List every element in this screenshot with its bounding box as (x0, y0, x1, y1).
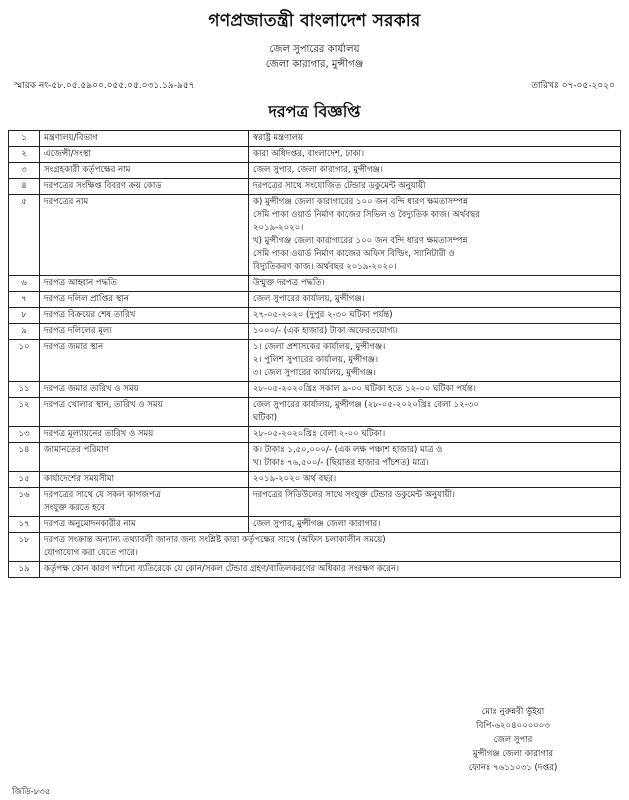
row-label: দরপত্র দলিল প্রাপ্তির স্থান (40, 292, 249, 308)
table-row (9, 398, 621, 427)
table-row (9, 562, 621, 578)
value-line: জেল সুপারের কার্যালয়, মুন্সীগঞ্জ (২৮-০৫-২০২০খ্রিঃ বেলা ১২-৩০ (253, 400, 479, 410)
row-label: দরপত্র অনুমোদনকারীর নাম (40, 517, 249, 533)
table-row (9, 292, 621, 308)
row-label: জামানতের পরিমাণ (40, 443, 249, 472)
reference-line (8, 78, 621, 93)
value-line: ২। পুলিশ সুপারের কার্যালয়, মুন্সীগঞ্জ। (253, 355, 379, 365)
signatory-designation: জেল সুপার (493, 735, 533, 745)
government-title: গণপ্রজাতন্ত্রী বাংলাদেশ সরকার (208, 11, 421, 31)
row-value (249, 443, 621, 472)
table-row (9, 382, 621, 398)
office-name: জেল সুপারের কার্যালয় (269, 44, 360, 55)
row-serial: ১ (9, 131, 40, 147)
note-line: যোগাযোগ করা যেতে পারে। (44, 548, 138, 558)
tender-details-table (8, 130, 621, 578)
value-line: ক) মুন্সীগঞ্জ জেলা কারাগারের ১০০ জন বন্দি ধারণ ক্ষমতাসম্পন্ন (253, 197, 468, 207)
signatory-phone: ফোনঃ ৭৬১১০৩১ (দপ্তর) (468, 763, 558, 773)
table-row (9, 276, 621, 292)
signatory-name: মোঃ নুরুন্নবী ভূঁইয়া (481, 707, 545, 717)
row-serial: ১৫ (9, 472, 40, 488)
table-row (9, 340, 621, 382)
value-line: সেমি পাকা ওয়ার্ড নির্মাণ কাজের অফিস বিল্ডিং, স্যানিটারী ও (253, 249, 455, 259)
row-label: দরপত্র আহ্বান পদ্ধতি (40, 276, 249, 292)
row-value: দরপত্রের সাথে সংযোজিত টেন্ডার ডকুমেন্ট অনুযায়ী (249, 179, 621, 195)
row-label: দরপত্র খোলার স্থান, তারিখ ও সময় (40, 398, 249, 427)
row-value (249, 340, 621, 382)
table-row (9, 533, 621, 562)
row-label: দরপত্রের সংক্ষিপ্ত বিবরণ ক্রয় কোড (40, 179, 249, 195)
office-block (8, 42, 621, 72)
table-row (9, 488, 621, 517)
row-serial: ৯ (9, 324, 40, 340)
label-line: সংযুক্ত করতে হবে (44, 503, 105, 513)
row-label: দরপত্র জমার স্থান (40, 340, 249, 382)
print-id: জিডি-৮৩৫ (12, 787, 51, 797)
row-value: ২৭-০৫-২০২০ (দুপুর ২-৩০ ঘটিকা পর্যন্ত) (249, 308, 621, 324)
row-label: দরপত্র দলিলের মূল্য (40, 324, 249, 340)
row-serial: ২ (9, 147, 40, 163)
row-serial: ৪ (9, 179, 40, 195)
table-row (9, 472, 621, 488)
row-value: জেল সুপার, জেলা কারাগার, মুন্সীগঞ্জ। (249, 163, 621, 179)
table-row (9, 324, 621, 340)
row-serial: ৬ (9, 276, 40, 292)
row-note (40, 562, 621, 578)
row-serial: ৭ (9, 292, 40, 308)
row-serial: ৮ (9, 308, 40, 324)
notice-date: তারিখঃ ০৭-০৫-২০২০ (531, 81, 615, 91)
table-row (9, 179, 621, 195)
row-value: কারা অধিদপ্তর, বাংলাদেশ, ঢাকা। (249, 147, 621, 163)
signatory-office: মুন্সীগঞ্জ জেলা কারাগার (472, 749, 554, 759)
row-label: এজেন্সী/সংস্থা (40, 147, 249, 163)
row-label: মন্ত্রণালয়/বিভাগ (40, 131, 249, 147)
label-line: দরপত্রের সাথে যে সকল কাগজপত্র (44, 490, 161, 500)
row-label: দরপত্রের নাম (40, 195, 249, 276)
row-value (249, 195, 621, 276)
row-value: উন্মুক্ত দরপত্র পদ্ধতি। (249, 276, 621, 292)
value-line: ঘটিকা) (253, 413, 278, 423)
signature-block (418, 705, 608, 775)
row-label: কার্যাদেশের সময়সীমা (40, 472, 249, 488)
row-note (40, 533, 621, 562)
value-line: খ) মুন্সীগঞ্জ জেলা কারাগারের ১০০ জন বন্দি ধারণ ক্ষমতাসম্পন্ন (253, 236, 468, 246)
value-line: ক। টাকাঃ ১,৫০,০০০/- (এক লক্ষ পঞ্চাশ হাজার) মাত্র ও (253, 445, 443, 455)
row-value (249, 398, 621, 427)
memo-number: স্মারক নং-৫৮.০৫.৫৯০০.০৫৫.০৫.০৩১.১৯-৯৫৭ (14, 81, 195, 91)
table-row (9, 517, 621, 533)
table-row (9, 427, 621, 443)
value-line: ২০১৯-২০২০। (253, 223, 304, 233)
notice-title: দরপত্র বিজ্ঞপ্তি (268, 102, 361, 121)
value-line: বিদ্যুতিকরণ কাজ। অর্থবছর ২০১৯-২০২০। (253, 262, 397, 272)
row-label: সংগ্রহকারী কর্তৃপক্ষের নাম (40, 163, 249, 179)
row-value: জেল সুপারের কার্যালয়, মুন্সীগঞ্জ। (249, 292, 621, 308)
row-value: ২০১৯-২০২০ অর্থ বছর। (249, 472, 621, 488)
table-row (9, 443, 621, 472)
table-row (9, 163, 621, 179)
row-serial: ১৭ (9, 517, 40, 533)
row-label (40, 488, 249, 517)
office-location: জেলা কারাগার, মুন্সীগঞ্জ (265, 59, 364, 70)
signatory-id: বিপি-৬২০৪০০০০০৩ (476, 721, 550, 731)
value-line: সেমি পাকা ওয়ার্ড নির্মাণ কাজের সিভিল ও বৈদ্যুতিক কাজ। অর্থবছর (253, 210, 480, 220)
table-row (9, 308, 621, 324)
value-line: ১। জেলা প্রশাসকের কার্যালয়, মুন্সীগঞ্জ। (253, 342, 386, 352)
value-line: ৩। জেল সুপারের কার্যালয়, মুন্সীগঞ্জ। (253, 368, 376, 378)
row-label: দরপত্র মূল্যায়নের তারিখ ও সময় (40, 427, 249, 443)
note-line: কর্তৃপক্ষ কোন কারণ দর্শানো ব্যতিরেকে যে কোন/সকল টেন্ডার গ্রহণ/বাতিলকরণের অধিকার সংরক্ষণ করেন। (44, 564, 400, 574)
row-serial: ১৮ (9, 533, 40, 562)
row-serial: ১৯ (9, 562, 40, 578)
note-line: দরপত্র সংক্রান্ত অন্যান্য তথ্যাবলী জানার জন্য সংশ্লিষ্ট কারা কর্তৃপক্ষের সাথে (অফিস চলাকালীন সময়ে) (44, 535, 386, 545)
row-serial: ১২ (9, 398, 40, 427)
row-value: ২৮-০৫-২০২০খ্রিঃ বেলা ২-০০ ঘটিকা। (249, 427, 621, 443)
row-value: ২৮-০৫-২০২০খ্রিঃ সকাল ৯-০০ ঘটিকা হতে ১২-০০ ঘটিকা পর্যন্ত। (249, 382, 621, 398)
row-serial: ৩ (9, 163, 40, 179)
table-row (9, 131, 621, 147)
row-serial: ১০ (9, 340, 40, 382)
row-serial: ১১ (9, 382, 40, 398)
row-value: স্বরাষ্ট্র মন্ত্রণালয় (249, 131, 621, 147)
footer (0, 705, 629, 800)
row-label: দরপত্র জমার তারিখ ও সময় (40, 382, 249, 398)
row-label: দরপত্র বিক্রয়ের শেষ তারিখ (40, 308, 249, 324)
table-row (9, 147, 621, 163)
row-serial: ৫ (9, 195, 40, 276)
row-serial: ১৪ (9, 443, 40, 472)
value-line: খ। টাকাঃ ৭৬,৫০০/- (ছিয়াত্তর হাজার পাঁচশত) মাত্র। (253, 458, 429, 468)
row-serial: ১৩ (9, 427, 40, 443)
row-value: জেল সুপার, মুন্সীগঞ্জ জেলা কারাগার। (249, 517, 621, 533)
row-serial: ১৬ (9, 488, 40, 517)
row-value: ১০০০/- (এক হাজার) টাকা অফেরতযোগ্য। (249, 324, 621, 340)
table-row (9, 195, 621, 276)
row-value: দরপত্রের সিডিউলের সাথে সংযুক্ত টেন্ডার ডকুমেন্ট অনুযায়ী। (249, 488, 621, 517)
